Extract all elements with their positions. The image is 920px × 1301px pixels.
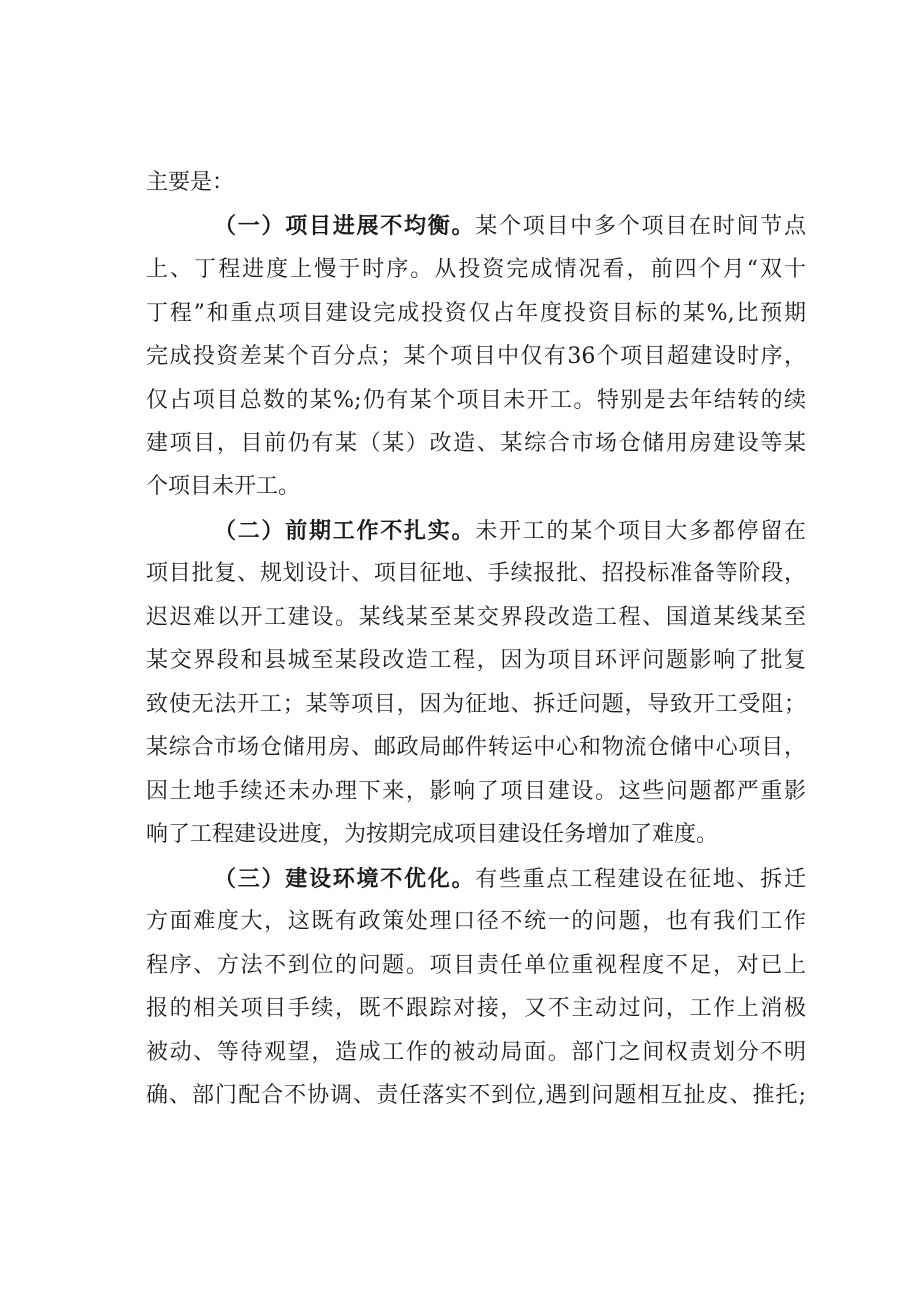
section-3-line-4: 报的相关项目手续，既不跟踪对接，又不主动过问，工作上消极 [146, 996, 806, 1021]
section-1-line-2: 上、丁程进度上慢于时序。从投资完成情况看，前四个月“双十 [146, 257, 806, 282]
section-1-line-7: 个项目未开工。 [146, 474, 301, 499]
section-3-line-6: 确、部门配合不协调、责任落实不到位,遇到问题相互扯皮、推托; [146, 1083, 806, 1108]
section-2-line-1: 未开工的某个项目大多都停留在 [475, 519, 806, 544]
section-2-line-7: 因土地手续还未办理下来，影响了项目建设。这些问题都严重影 [146, 779, 806, 804]
intro-line: 主要是： [146, 170, 235, 195]
section-3-line-2: 方面难度大，这既有政策处理口径不统一的问题，也有我们工作 [146, 909, 806, 934]
section-3-line-3: 程序、方法不到位的问题。项目责任单位重视程度不足，对已上 [146, 953, 806, 978]
section-1-line-1: 某个项目中多个项目在时间节点 [475, 214, 806, 239]
section-1-line-3: 丁程”和重点项目建设完成投资仅占年度投资目标的某%,比预期 [146, 301, 806, 326]
section-3-heading: （三）建设环境不优化。 [214, 866, 476, 892]
section-3-line-1: 有些重点工程建设在征地、拆迁 [475, 867, 806, 892]
section-2-line-2: 项目批复、规划设计、项目征地、手续报批、招投标准备等阶段， [146, 561, 806, 586]
section-2-first-line [214, 511, 806, 551]
section-1-first-line [214, 206, 806, 246]
section-1-line-4: 完成投资差某个百分点；某个项目中仅有36个项目超建设时序， [146, 344, 806, 369]
section-1-line-5: 仅占项目总数的某%;仍有某个项目未开工。特别是去年结转的续 [146, 388, 806, 413]
section-2-line-8: 响了工程建设进度，为按期完成项目建设任务增加了难度。 [146, 822, 719, 847]
section-3-first-line [214, 859, 806, 899]
section-2-line-4: 某交界段和县城至某段改造工程，因为项目环评问题影响了批复 [146, 648, 806, 673]
section-2-line-3: 迟迟难以开工建设。某线某至某交界段改造工程、国道某线某至 [146, 605, 806, 630]
section-2-heading: （二）前期工作不扎实。 [214, 518, 476, 544]
section-1-line-6: 建项目，目前仍有某（某）改造、某综合市场仓储用房建设等某 [146, 431, 806, 456]
section-3-line-5: 被动、等待观望，造成工作的被动局面。部门之间权责划分不明 [146, 1040, 806, 1065]
section-2-line-6: 某综合市场仓储用房、邮政局邮件转运中心和物流仓储中心项目， [146, 735, 806, 760]
section-1-heading: （一）项目进展不均衡。 [214, 213, 476, 239]
section-2-line-5: 致使无法开工；某等项目，因为征地、拆迁问题，导致开工受阻； [146, 692, 806, 717]
